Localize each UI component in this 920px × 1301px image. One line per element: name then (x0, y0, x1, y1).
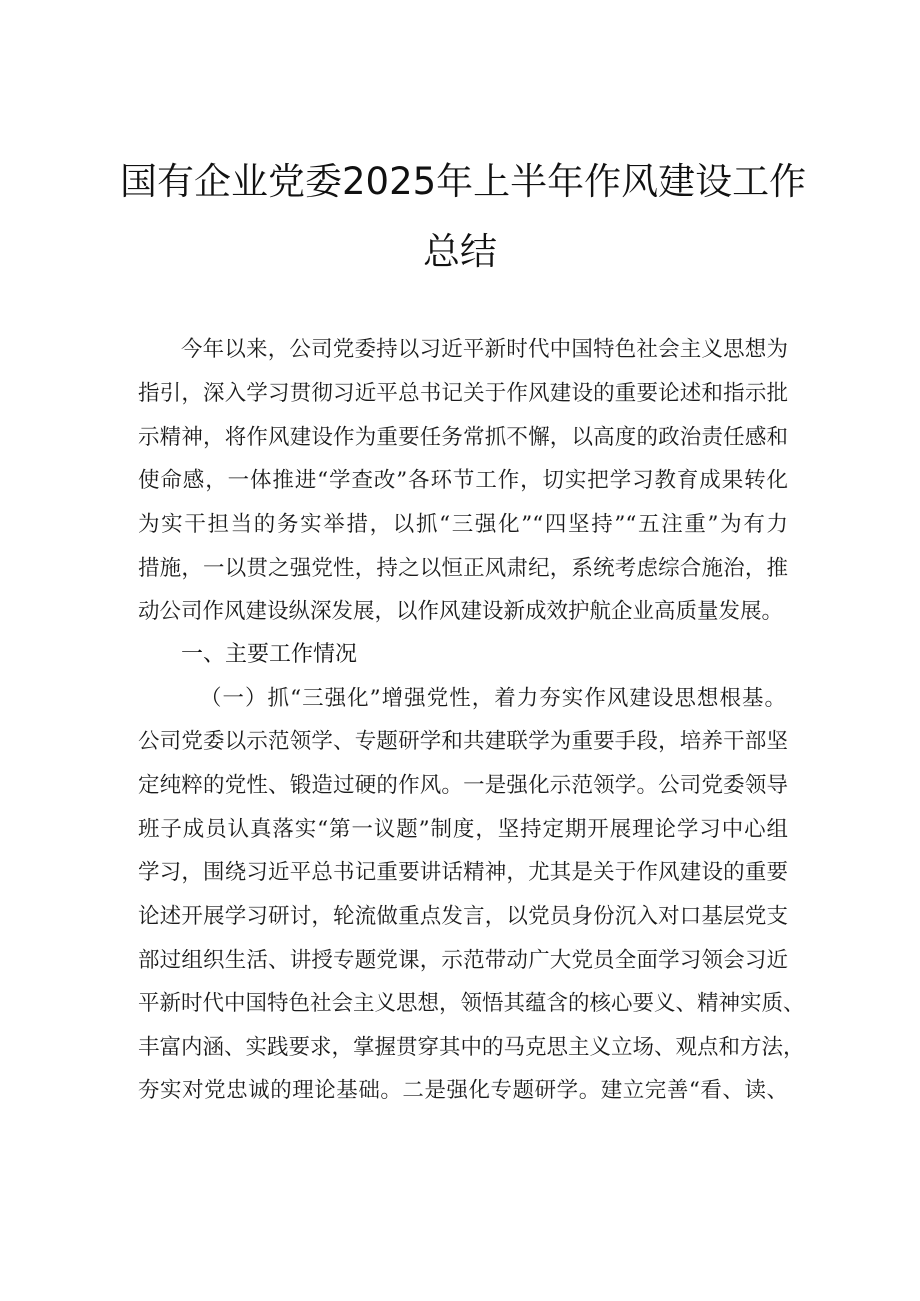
paragraph-2-line: 夯实对党忠诚的理论基础。二是强化专题研学。建立完善“看、读、 (138, 1078, 788, 1103)
paragraph-1-line: 示精神，将作风建设作为重要任务常抓不懈，以高度的政治责任感和 (138, 425, 788, 450)
paragraph-2-line: 部过组织生活、讲授专题党课，示范带动广大党员全面学习领会习近 (138, 948, 788, 973)
paragraph-1-line: 动公司作风建设纵深发展，以作风建设新成效护航企业高质量发展。 (138, 599, 784, 624)
paragraph-2-line: 定纯粹的党性、锻造过硬的作风。一是强化示范领学。公司党委领导 (138, 773, 788, 798)
paragraph-1-line: 使命感，一体推进“学查改”各环节工作，切实把学习教育成果转化 (138, 468, 788, 493)
paragraph-2-line: 公司党委以示范领学、专题研学和共建联学为重要手段，培养干部坚 (138, 729, 788, 754)
paragraph-1-line: 措施，一以贯之强党性，持之以恒正风肃纪，系统考虑综合施治，推 (138, 556, 788, 581)
subsection-1-heading: （一）抓“三强化”增强党性，着力夯实作风建设思想根基。 (200, 686, 786, 711)
paragraph-2-line: 论述开展学习研讨，轮流做重点发言，以党员身份沉入对口基层党支 (138, 904, 788, 929)
document-title-line-1: 国有企业党委2025年上半年作风建设工作 (120, 160, 807, 203)
paragraph-2-line: 学习，围绕习近平总书记重要讲话精神，尤其是关于作风建设的重要 (138, 860, 788, 885)
paragraph-2-line: 班子成员认真落实“第一议题”制度，坚持定期开展理论学习中心组 (138, 817, 788, 842)
paragraph-2-line: 丰富内涵、实践要求，掌握贯穿其中的马克思主义立场、观点和方法， (138, 1035, 805, 1060)
paragraph-2-line: 平新时代中国特色社会主义思想，领悟其蕴含的核心要义、精神实质、 (138, 991, 805, 1016)
paragraph-1-line: 指引，深入学习贯彻习近平总书记关于作风建设的重要论述和指示批 (138, 381, 788, 406)
paragraph-1-line: 今年以来，公司党委持以习近平新时代中国特色社会主义思想为 (181, 337, 788, 362)
document-title-line-2: 总结 (423, 230, 497, 273)
section-1-heading: 一、主要工作情况 (181, 642, 358, 667)
paragraph-1-line: 为实干担当的务实举措，以抓“三强化”“四坚持”“五注重”为有力 (138, 512, 788, 537)
